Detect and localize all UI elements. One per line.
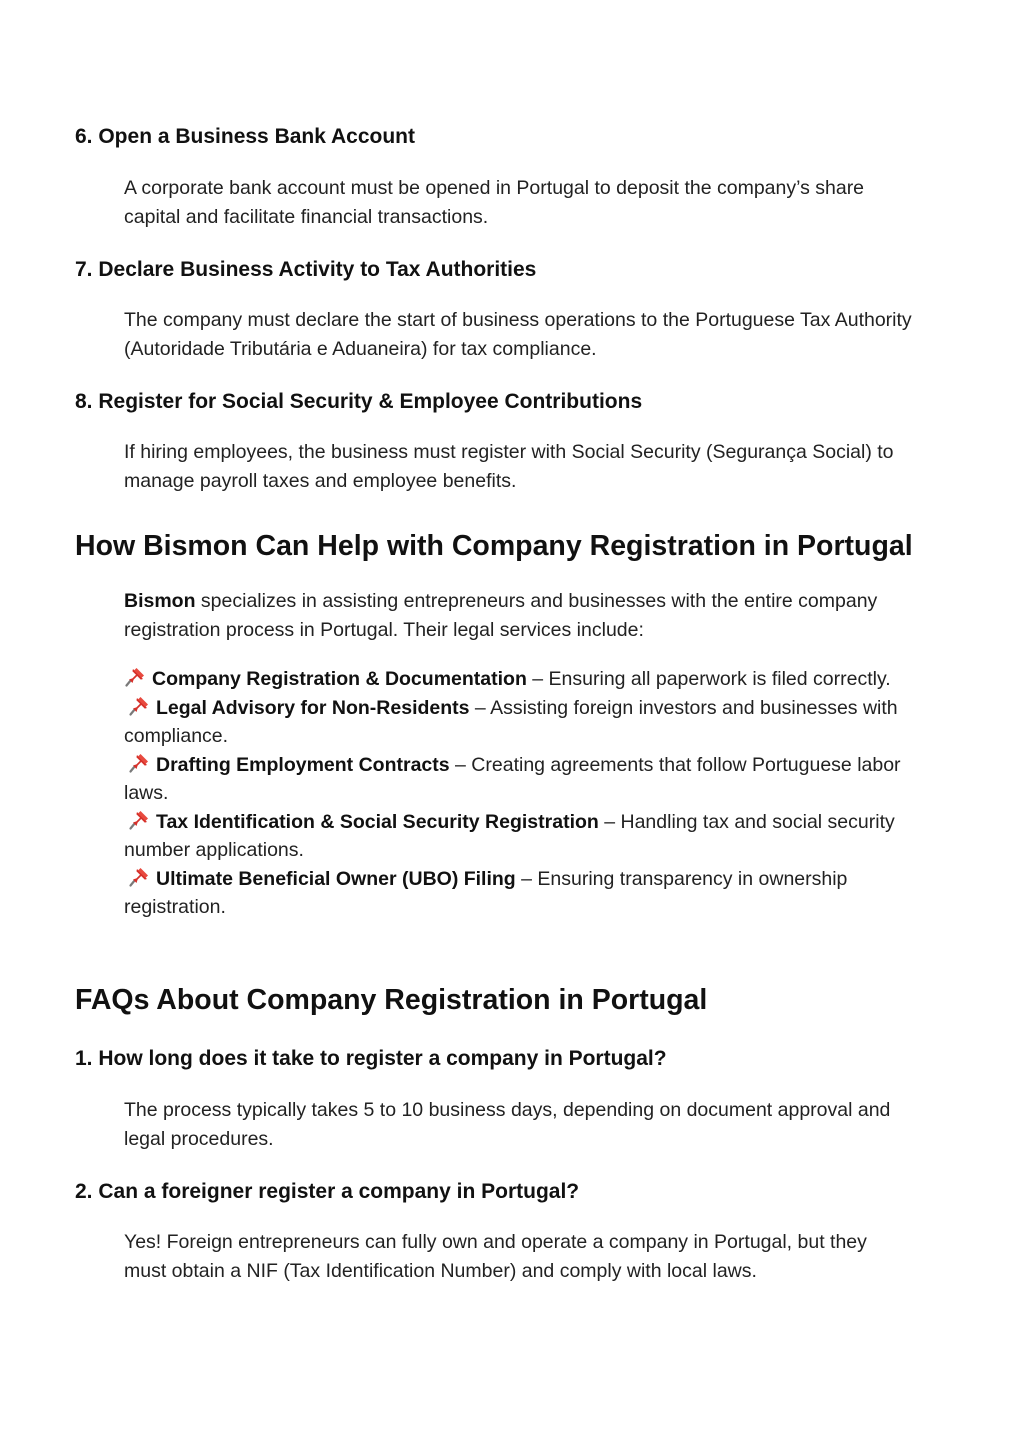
service-title: Ultimate Beneficial Owner (UBO) Filing xyxy=(156,867,516,890)
services-list xyxy=(124,665,914,922)
service-item xyxy=(124,665,914,694)
help-heading: How Bismon Can Help with Company Registration in Portugal xyxy=(75,530,913,562)
pushpin-icon xyxy=(128,752,150,774)
pushpin-icon xyxy=(128,695,150,717)
section-text-bank-account: A corporate bank account must be opened in Portugal to deposit the company’s share capital and facilitate financial transactions. xyxy=(124,177,865,228)
help-intro-text: specializes in assisting entrepreneurs and businesses with the entire company registration process in Portugal. Their legal services include: xyxy=(124,590,878,641)
service-desc: – Assisting foreign investors and businesses with compliance. xyxy=(124,696,898,747)
section-text-tax-authorities: The company must declare the start of business operations to the Portuguese Tax Authority (Autoridade Tributária e Aduaneira) for tax compliance. xyxy=(124,309,912,360)
service-title: Legal Advisory for Non-Residents xyxy=(156,696,470,719)
faq-question: 2. Can a foreigner register a company in Portugal? xyxy=(75,1180,580,1203)
service-desc: – Ensuring all paperwork is filed correctly. xyxy=(526,668,891,690)
service-item xyxy=(124,808,914,865)
service-item xyxy=(124,751,914,808)
section-heading-bank-account: 6. Open a Business Bank Account xyxy=(75,125,415,148)
pushpin-icon xyxy=(124,666,146,688)
service-item xyxy=(124,694,914,751)
section-heading-social-security: 8. Register for Social Security & Employee Contributions xyxy=(75,390,643,413)
pushpin-icon xyxy=(128,809,150,831)
service-title: Drafting Employment Contracts xyxy=(156,753,450,776)
service-desc: – Ensuring transparency in ownership registration. xyxy=(124,867,848,918)
service-title: Company Registration & Documentation xyxy=(152,668,527,690)
section-text-social-security: If hiring employees, the business must register with Social Security (Segurança Social) to manage payroll taxes and employee benefits. xyxy=(124,441,894,492)
section-heading-tax-authorities: 7. Declare Business Activity to Tax Authorities xyxy=(75,258,537,281)
faq-question: 1. How long does it take to register a company in Portugal? xyxy=(75,1047,667,1070)
faq-answer: Yes! Foreign entrepreneurs can fully own and operate a company in Portugal, but they must obtain a NIF (Tax Identification Number) and comply with local laws. xyxy=(124,1231,867,1282)
help-intro xyxy=(124,587,914,644)
faqs-heading: FAQs About Company Registration in Portugal xyxy=(75,984,708,1016)
service-title: Tax Identification & Social Security Registration xyxy=(156,810,599,833)
bismon-brand: Bismon xyxy=(124,590,196,612)
pushpin-icon xyxy=(128,866,150,888)
service-desc: – Handling tax and social security number applications. xyxy=(124,810,895,861)
service-item xyxy=(124,865,914,922)
service-desc: – Creating agreements that follow Portuguese labor laws. xyxy=(124,753,901,804)
faq-answer: The process typically takes 5 to 10 business days, depending on document approval and legal procedures. xyxy=(124,1099,891,1150)
